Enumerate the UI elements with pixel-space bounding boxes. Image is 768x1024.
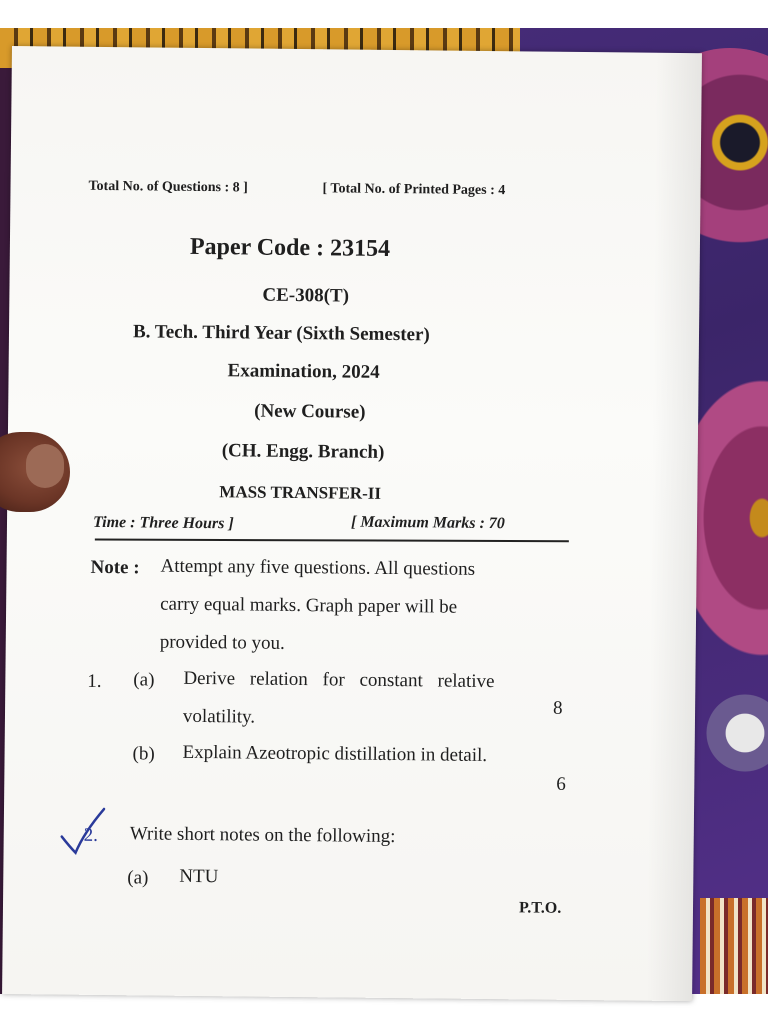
program: B. Tech. Third Year (Sixth Semester) (132, 321, 430, 346)
marks: 6 (556, 773, 566, 795)
subject: MASS TRANSFER-II (219, 482, 382, 503)
part-label: (a) (133, 669, 155, 691)
cloth-border-pattern (700, 898, 768, 994)
question-text: volatility. (182, 705, 256, 728)
note-label: Note : (90, 556, 140, 579)
max-marks: [ Maximum Marks : 70 (350, 513, 505, 533)
branch: (CH. Engg. Branch) (221, 440, 385, 463)
question-number: 2. (83, 824, 99, 846)
note-line: Attempt any five questions. All questions (160, 555, 476, 580)
time: Time : Three Hours ] (92, 513, 234, 533)
exam-paper (2, 46, 702, 1001)
divider-line (95, 539, 569, 543)
question-text: Derive relation for constant relative (183, 667, 495, 693)
part-label: (b) (132, 743, 155, 765)
total-pages: [ Total No. of Printed Pages : 4 (322, 181, 506, 199)
note-line: carry equal marks. Graph paper will be (160, 593, 458, 618)
question-text: Write short notes on the following: (129, 823, 396, 848)
pto: P.T.O. (518, 899, 562, 917)
pen-tick-mark-icon (55, 803, 116, 864)
paper-code: Paper Code : 23154 (189, 233, 391, 262)
flower-pattern (700, 688, 768, 778)
part-label: (a) (127, 867, 149, 889)
note-line: provided to you. (159, 631, 285, 654)
total-questions: Total No. of Questions : 8 ] (88, 178, 248, 196)
question-text: NTU (179, 865, 219, 888)
thumb-nail (26, 444, 64, 488)
course-code: CE-308(T) (262, 284, 350, 307)
exam-year: Examination, 2024 (227, 360, 380, 383)
marks: 8 (552, 697, 563, 719)
course-type: (New Course) (254, 400, 366, 423)
question-text: Explain Azeotropic distillation in detail. (182, 741, 488, 767)
question-number: 1. (87, 670, 102, 692)
